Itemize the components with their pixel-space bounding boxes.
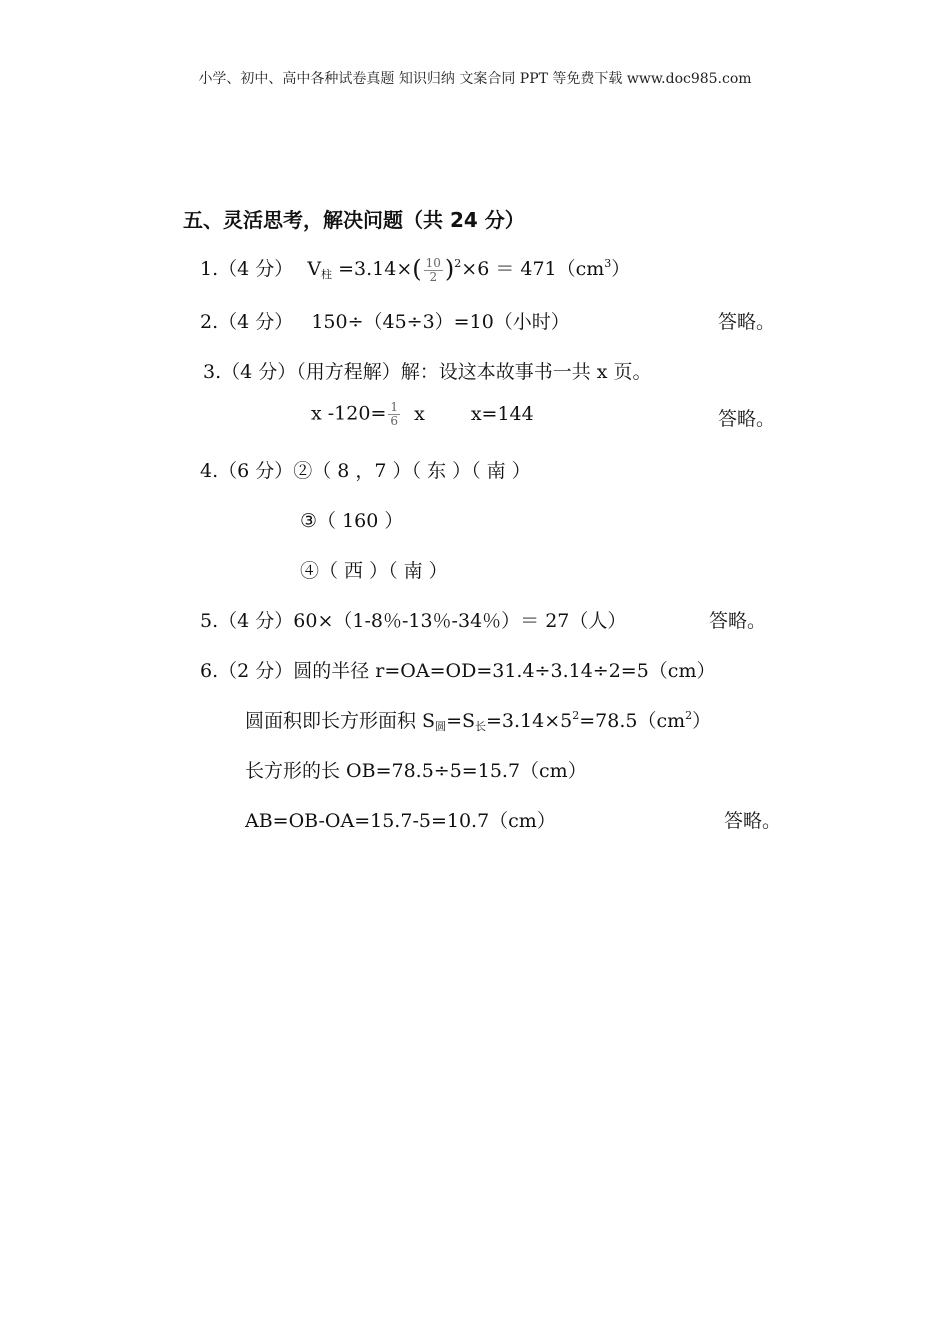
q6-line2-e: ） [692,710,712,732]
q3-label: 3.（4 分） [203,361,297,383]
q3-eq-left: x -120= [311,402,387,425]
q6-line2-d: =78.5（cm [579,710,686,732]
q1-label: 1.（4 分） [200,258,294,280]
q6-sub-rect: 长 [475,720,486,733]
q3-equation [311,401,534,428]
q1-fraction [424,257,443,284]
q5-answer: 答略。 [709,610,767,632]
question-3 [203,357,652,384]
q3-frac-num: 1 [390,400,399,414]
q6-line2-a: 圆面积即长方形面积 S [245,710,436,732]
q6-sup-b: 2 [685,709,693,722]
q4-line1: ②（ 8 ，7 ）（ 东 ）（ 南 ） [293,460,531,482]
q6-label: 6.（2 分） [200,660,294,682]
q1-paren-close: ) [444,255,455,283]
q1-rest: ×6 ＝ 471（cm [461,258,605,280]
q6-line1: 圆的半径 r=OA=OD=31.4÷3.14÷2=5（cm） [293,660,716,682]
q3-text: （用方程解）解：设这本故事书一共 x 页。 [296,361,652,383]
q6-answer: 答略。 [724,810,782,832]
q6-line2-c: =3.14×5 [486,710,573,732]
q1-v: V [307,258,322,280]
q4-line3: ④（ 西 ）（ 南 ） [300,560,448,582]
q3-fraction [388,401,400,428]
q6-line2-b: =S [446,710,475,732]
q6-line2 [245,706,711,734]
q4-label: 4.（6 分） [200,460,294,482]
q1-end: ） [611,258,631,280]
q6-line3: 长方形的长 OB=78.5÷5=15.7（cm） [245,760,587,782]
q2-answer: 答略。 [718,311,776,333]
page-header: 小学、初中、高中各种试卷真题 知识归纳 文案合同 PPT 等免费下载 www.doc985.com [198,71,752,87]
question-1 [200,254,630,284]
q5-label: 5.（4 分） [200,610,294,632]
question-2 [200,307,570,334]
q6-sub-circle: 圆 [435,720,447,733]
q2-expr: 150÷（45÷3）=10（小时） [311,311,570,333]
question-5 [200,606,626,633]
q3-frac-den: 6 [390,414,399,428]
q3-solution: x=144 [470,402,534,425]
q3-answer: 答略。 [718,408,776,430]
q1-v-sub: 柱 [321,268,333,281]
section-title: 五、灵活思考，解决问题（共 24 分） [183,208,525,232]
q1-paren-open: ( [412,255,422,283]
q5-expr: 60×（1-8％-13％-34％）＝ 27（人） [293,610,627,632]
q1-sup2: 2 [454,257,462,270]
q1-frac-den: 2 [429,269,438,284]
q1-eq: =3.14× [338,258,413,280]
q3-eq-x: x [414,402,425,425]
question-4 [200,456,531,483]
question-6 [200,656,715,683]
q2-label: 2.（4 分） [200,311,294,333]
q4-line2: ③（ 160 ） [300,510,404,532]
q1-sup3: 3 [604,257,612,270]
q6-sup-a: 2 [572,709,580,722]
q6-line4: AB=OB-OA=15.7-5=10.7（cm） [245,810,556,832]
q1-frac-num: 10 [425,255,441,270]
